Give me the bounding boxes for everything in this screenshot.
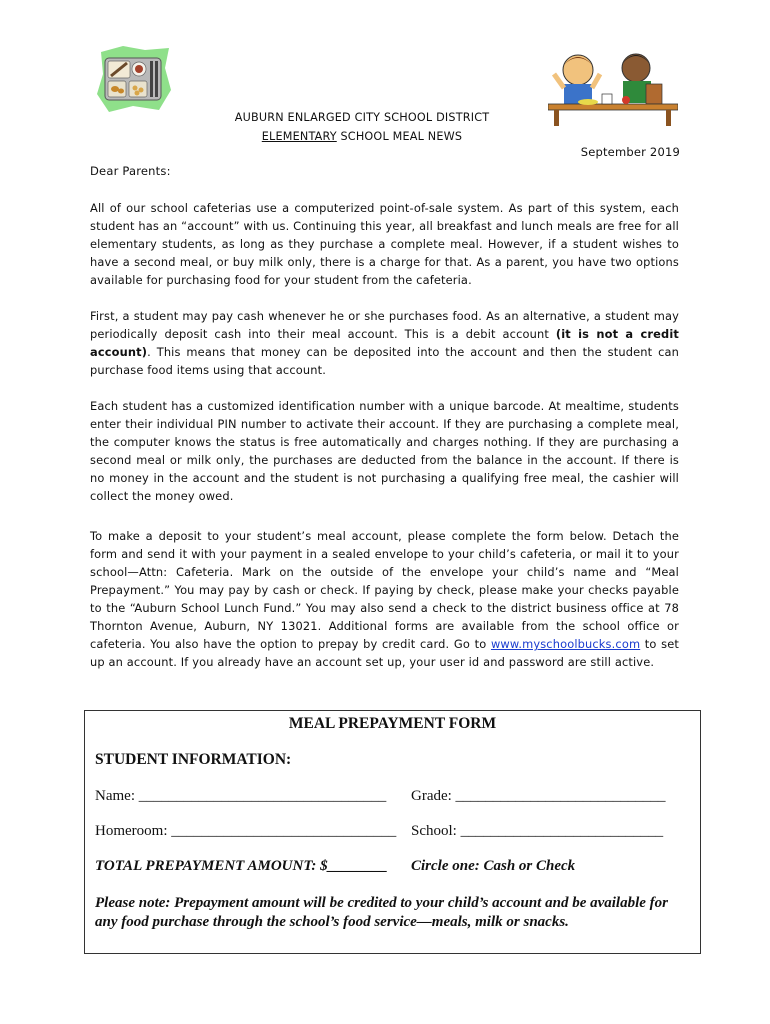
name-field[interactable]: Name: _________________________________ (95, 788, 387, 804)
myschoolbucks-link[interactable]: www.myschoolbucks.com (490, 637, 641, 651)
paragraph-student-id: Each student has a customized identification number with a unique barcode. At mealtime, students enter their individual PIN number to activate their account. If they are purchasing a complete meal, the computer knows the status is free automatically and charges nothing. If they are purchasing a second meal or milk only, the purchases are deducted from the balance in the account. If there is no money in the account and the student is not purchasing a qualifying free meal, the cashier will collect the money owed. (90, 399, 679, 503)
paragraph-payment-options-a: First, a student may pay cash whenever he or she purchases food. As an alternative, a student may periodically deposit cash into their meal account. This is a debit account (90, 309, 679, 341)
paragraph-deposit-instructions (90, 527, 679, 671)
homeroom-field[interactable]: Homeroom: ______________________________ (95, 823, 397, 839)
lunch-tray-clipart (93, 44, 173, 114)
homeroom-school-row (95, 823, 685, 840)
paragraph-deposit-a: To make a deposit to your student’s meal account, please complete the form below. Detach the form and send it with your payment in a sealed envelope to your child’s cafeteria, or mail it to your school—Attn: Cafeteria. Mark on the outside of the envelope your child’s name and “Meal Prepayment.” You may pay by cash or check. If paying by check, please make your checks payable to the “Auburn School Lunch Fund.” You may also send a check to the district business office at 78 Thornton Avenue, Auburn, NY 13021. Additional forms are available from the school office or cafeteria. You also have the option to prepay by credit card. Go to (90, 529, 679, 651)
grade-field[interactable]: Grade: ____________________________ (411, 788, 666, 804)
salutation: Dear Parents: (90, 164, 171, 178)
newsletter-title (150, 127, 574, 146)
elementary-underlined: ELEMENTARY (261, 130, 337, 143)
form-title: MEAL PREPAYMENT FORM (288, 715, 497, 732)
student-info-heading: STUDENT INFORMATION: (95, 751, 292, 768)
newsletter-title-rest: SCHOOL MEAL NEWS (336, 130, 463, 143)
debit-account-note: (it is not a credit account) (90, 327, 679, 359)
total-prepayment-field[interactable]: TOTAL PREPAYMENT AMOUNT: $________ (95, 858, 388, 874)
payment-method-choice[interactable]: Circle one: Cash or Check (411, 858, 576, 874)
prepayment-note: Please note: Prepayment amount will be credited to your child’s account and be available for any food purchase through the school’s food service—meals, milk or snacks. (95, 895, 669, 930)
newsletter-date: September 2019 (580, 145, 680, 159)
paragraph-payment-options (90, 307, 679, 379)
district-header (150, 108, 574, 146)
name-grade-row (95, 788, 685, 805)
amount-row (95, 858, 685, 875)
paragraph-deposit-b: to set up an account. If you already have an account set up, your user id and password are still active. (90, 637, 679, 669)
paragraph-payment-options-b: . This means that money can be deposited into the account and then the student can purchase food items using that account. (90, 345, 679, 377)
school-field[interactable]: School: ___________________________ (411, 823, 664, 839)
meal-prepayment-form (84, 710, 701, 954)
district-name: AUBURN ENLARGED CITY SCHOOL DISTRICT (234, 111, 490, 124)
paragraph-pos-system: All of our school cafeterias use a computerized point-of-sale system. As part of this system, each student has an “account” with us. Continuing this year, all breakfast and lunch meals are free for all elementary students, as long as they purchase a complete meal. However, if a student wishes to have a second meal, or buy milk only, there is a charge for that. As a parent, you have two options available for purchasing food for your student from the cafeteria. (90, 201, 679, 287)
